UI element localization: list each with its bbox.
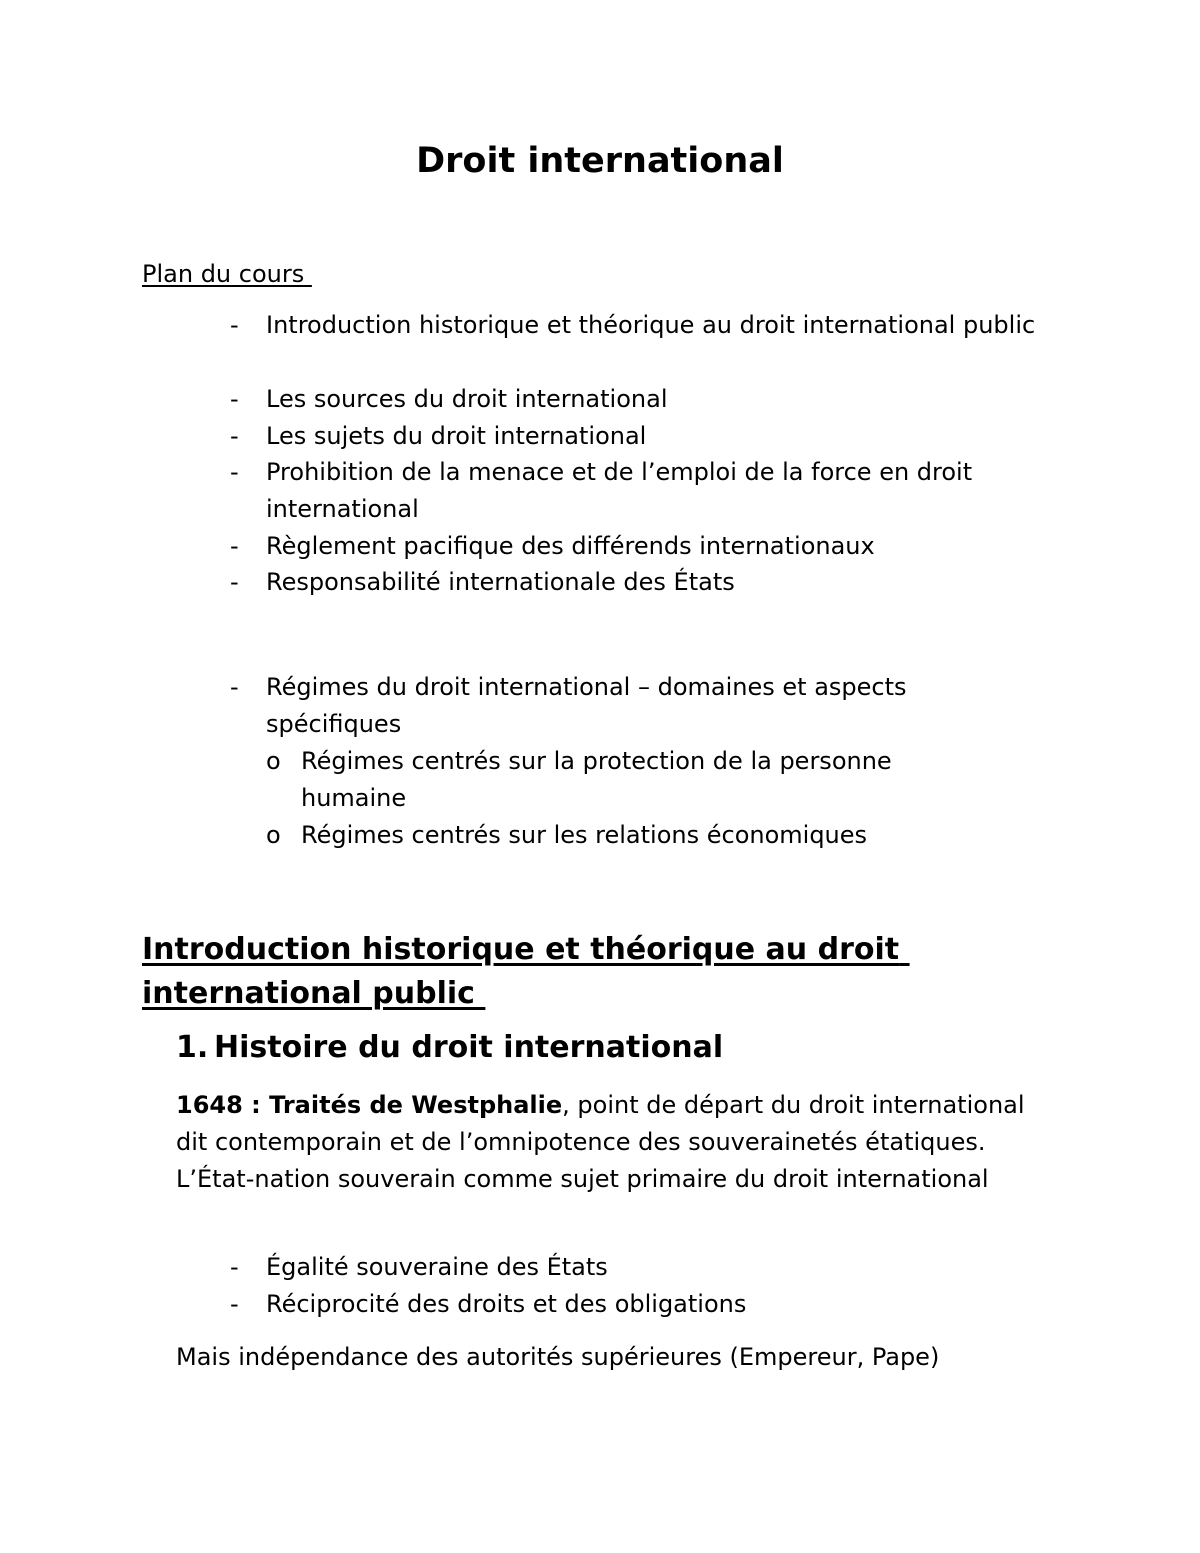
independence-paragraph: Mais indépendance des autorités supérieures (Empereur, Pape) <box>176 1343 940 1371</box>
document-title: Droit international <box>416 141 784 181</box>
plan-item-text: Responsabilité internationale des États <box>266 568 735 596</box>
bullet-dash: - <box>230 311 239 339</box>
westphalia-point <box>230 1286 1066 1323</box>
plan-item <box>230 564 1066 601</box>
plan-item-text: Les sujets du droit international <box>266 422 647 450</box>
plan-item <box>230 528 1066 565</box>
westphalia-point-text: Réciprocité des droits et des obligations <box>266 1290 747 1318</box>
westphalia-lead: 1648 : Traités de Westphalie <box>176 1091 563 1119</box>
westphalia-point-text: Égalité souveraine des États <box>266 1253 608 1281</box>
plan-subitem <box>266 817 1061 854</box>
plan-item-text: Règlement pacifique des différends internationaux <box>266 532 875 560</box>
plan-item <box>230 307 1066 344</box>
plan-item <box>230 418 1066 455</box>
bullet-circle: o <box>266 747 281 775</box>
bullet-dash: - <box>230 422 239 450</box>
section-heading: Introduction historique et théorique au droit international public <box>142 932 910 1011</box>
subsection-heading <box>176 1028 723 1068</box>
plan-item-text: Les sources du droit international <box>266 385 668 413</box>
subsection-number: 1. <box>176 1030 209 1065</box>
bullet-dash: - <box>230 1253 239 1281</box>
bullet-circle: o <box>266 821 281 849</box>
plan-item-text: Prohibition de la menace et de l’emploi de la force en droit international <box>266 458 973 523</box>
plan-subitem <box>266 743 1001 817</box>
westphalia-paragraph <box>176 1087 1056 1198</box>
plan-subitem-text: Régimes centrés sur les relations économiques <box>301 821 868 849</box>
subsection-title: Histoire du droit international <box>214 1030 724 1065</box>
plan-subitem-text: Régimes centrés sur la protection de la personne humaine <box>301 747 892 812</box>
plan-item <box>230 454 1026 528</box>
bullet-dash: - <box>230 458 239 486</box>
plan-item <box>230 381 1066 418</box>
plan-heading: Plan du cours <box>142 260 312 288</box>
westphalia-point <box>230 1249 1066 1286</box>
bullet-dash: - <box>230 385 239 413</box>
bullet-dash: - <box>230 673 239 701</box>
bullet-dash: - <box>230 1290 239 1318</box>
bullet-dash: - <box>230 568 239 596</box>
plan-item <box>230 669 1026 743</box>
westphalia-text: , point de départ du droit international dit contemporain et de l’omnipotence des souverainetés étatiques. L’État-nation souverain comme sujet primaire du droit international <box>176 1091 1025 1193</box>
bullet-dash: - <box>230 532 239 560</box>
plan-item-text: Régimes du droit international – domaines et aspects spécifiques <box>266 673 907 738</box>
plan-item-text: Introduction historique et théorique au droit international public <box>266 311 1036 339</box>
